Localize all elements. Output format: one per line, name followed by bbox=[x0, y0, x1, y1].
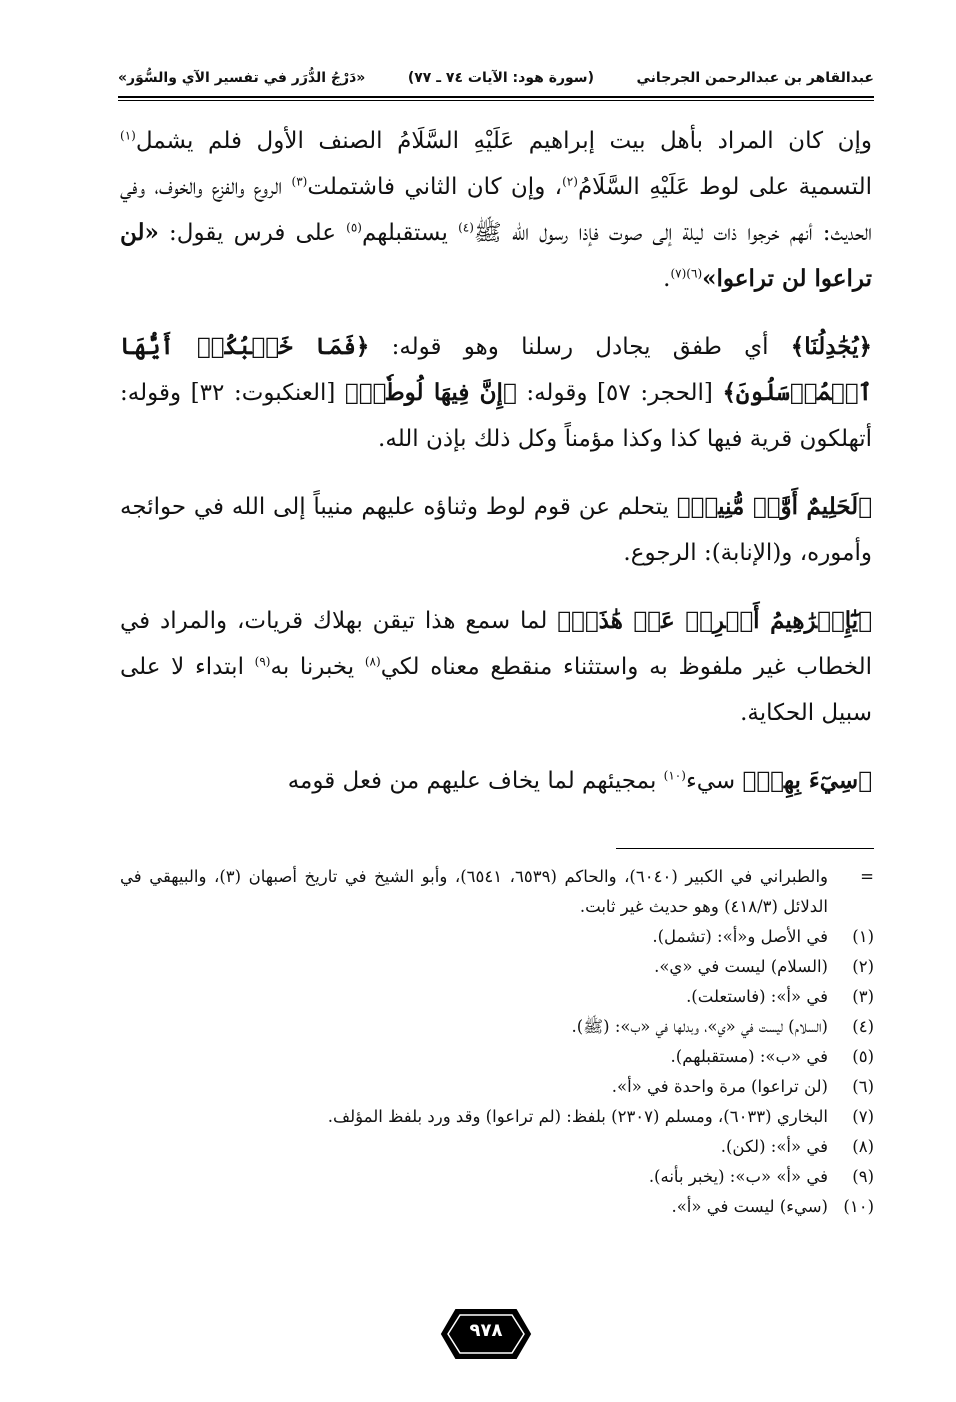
footnote-item bbox=[120, 1192, 874, 1222]
quran-quote: ﴿سِيٓءَ بِهِمۡ﴾ bbox=[742, 767, 872, 794]
header-surah-info: (سورة هود: الآيات ٧٤ ـ ٧٧) bbox=[407, 70, 594, 86]
footnote-ref: (٢) bbox=[562, 174, 578, 189]
footnote-ref: (١٠) bbox=[663, 768, 686, 783]
footnote-text: في «أ» «ب»: (يخبر بأنه). bbox=[648, 1167, 828, 1186]
footnote-item bbox=[120, 1132, 874, 1162]
header-divider bbox=[118, 96, 874, 98]
footnotes bbox=[120, 862, 874, 1222]
text-run: لما سمع هذا تيقن بهلاك قريات، والمراد في الخطاب غير ملفوظ به واستثناء منقطع معناه لكي bbox=[120, 608, 872, 680]
footnote-item bbox=[120, 1072, 874, 1102]
footnote-number: (٧) bbox=[852, 1107, 874, 1126]
text-run: بمجيئهم لما يخاف عليهم من فعل قومه bbox=[287, 768, 664, 794]
footnote-number: (٢) bbox=[852, 957, 874, 976]
footnote-number: (١٠) bbox=[843, 1197, 874, 1216]
header-author: عبدالقاهر بن عبدالرحمن الجرجاني bbox=[636, 70, 874, 86]
text-run: [الحجر: ٥٧] وقوله: bbox=[516, 380, 723, 406]
footnote-number: (٤) bbox=[852, 1017, 874, 1036]
quran-quote: ﴿يُجَٰدِلُنَا﴾ bbox=[790, 333, 872, 360]
footnote-ref: (٣) bbox=[291, 174, 308, 189]
text-run: يتحلم عن قوم لوط وثناؤه عليهم منيباً إلى الله في حوائجه وأموره، و(الإنابة): الرجوع. bbox=[120, 494, 872, 566]
footnote-text: في الأصل و«أ»: (تشمل). bbox=[652, 927, 828, 946]
text-run: يخبرنا به bbox=[270, 654, 365, 680]
footnote-item bbox=[120, 982, 874, 1012]
footnote-text: في «أ»: (لكن). bbox=[720, 1137, 828, 1156]
footnote-item bbox=[120, 1162, 874, 1192]
footnote-number: (٦) bbox=[852, 1077, 874, 1096]
footnote-number: (٣) bbox=[852, 987, 874, 1006]
footnote-text: (السلام) ليست في «ي». bbox=[654, 957, 828, 976]
footnote-number: (٩) bbox=[852, 1167, 874, 1186]
footnote-text: البخاري (٦٠٣٣)، ومسلم (٢٣٠٧) بلفظ: (لم تراعوا) وقد ورد بلفظ المؤلف. bbox=[327, 1107, 828, 1126]
text-run: الروع والفزع والخوف، وفي الحديث: أنهم خرجوا ذات ليلة إلى صوت فإذا رسول الله ﷺ bbox=[120, 174, 872, 246]
text-run: ، وإن كان الثاني فاشتملت bbox=[307, 174, 563, 200]
footnote-ref: (٨) bbox=[364, 654, 381, 669]
paragraph bbox=[120, 118, 872, 302]
footnote-item bbox=[120, 1102, 874, 1132]
page-number-badge bbox=[438, 1306, 534, 1362]
footnote-text: في «أ»: (فاستعلت). bbox=[686, 987, 828, 1006]
footnote-item bbox=[120, 952, 874, 982]
footnote-text: والطبراني في الكبير (٦٠٤٠)، والحاكم (٦٥٣٩، ٦٥٤١)، وأبو الشيخ في تاريخ أصبهان (٣)، والبيهقي في الدلائل (٤١٨/٣) وهو حديث غير ثابت. bbox=[120, 867, 829, 916]
footnote-item bbox=[120, 862, 874, 922]
footnote-item bbox=[120, 1012, 874, 1042]
text-run: [العنكبوت: ٣٢] وقوله: أتهلكون قرية فيها كذا وكذا مؤمناً وكل ذلك بإذن الله. bbox=[120, 380, 872, 452]
running-header bbox=[118, 62, 874, 94]
footnote-text: (سيء) ليست في «أ». bbox=[671, 1197, 828, 1216]
text-run: على فرس يقول: bbox=[158, 220, 347, 246]
hadith-quote: «لن تراعوا لن تراعوا» bbox=[120, 219, 872, 292]
quran-quote: ﴿فَمَا خَطۡبُكُمۡ أَيُّهَا ٱلۡمُرۡسَلُونَ﴾ bbox=[120, 333, 872, 406]
text-run: وإن كان المراد بأهل بيت إبراهيم عَلَيْهِ السَّلَامُ الصنف الأول فلم يشمل bbox=[135, 128, 872, 154]
footnote-ref: (٦)(٧) bbox=[670, 266, 703, 281]
paragraph bbox=[120, 758, 872, 804]
text-run: التسمية على لوط عَلَيْهِ السَّلَامُ bbox=[577, 174, 873, 200]
footnote-number: (٥) bbox=[852, 1047, 874, 1066]
header-divider-thin bbox=[118, 100, 874, 101]
footnote-text: (السلام) ليست في «ي»، وبدلها في «ب»: (ﷺ). bbox=[571, 1017, 828, 1036]
paragraph bbox=[120, 598, 872, 736]
text-run: يستقبلهم bbox=[361, 220, 459, 246]
footnote-number: = bbox=[860, 867, 874, 886]
footnote-number: (١) bbox=[852, 927, 874, 946]
header-book-title: «دَرْجُ الدُّرَر في تفسير الآي والسُّوَر» bbox=[118, 70, 366, 86]
paragraph bbox=[120, 324, 872, 462]
text-run: أي طفق يجادل رسلنا وهو قوله: bbox=[369, 334, 791, 360]
footnote-text: في «ب»: (مستقبلهم). bbox=[670, 1047, 828, 1066]
page-number: ٩٧٨ bbox=[469, 1320, 503, 1341]
text-run: سيء bbox=[685, 768, 743, 794]
main-text bbox=[120, 118, 872, 826]
quran-quote: ﴿إِنَّ فِيهَا لُوطٗاۚ﴾ bbox=[344, 379, 517, 406]
paragraph bbox=[120, 484, 872, 576]
footnote-item bbox=[120, 1042, 874, 1072]
footnote-ref: (٩) bbox=[254, 654, 271, 669]
footnote-item bbox=[120, 922, 874, 952]
footnote-ref: (٥) bbox=[346, 220, 362, 235]
text-run: . bbox=[663, 266, 671, 292]
quran-quote: ﴿لَحَلِيمٌ أَوَّٰهٞ مُّنِيبٞ﴾ bbox=[676, 493, 872, 520]
quran-quote: ﴿يَٰٓإِبۡرَٰهِيمُ أَعۡرِضۡ عَنۡ هَٰذَآۖ﴾ bbox=[557, 607, 872, 634]
footnote-ref: (٤) bbox=[458, 220, 474, 235]
footnote-ref: (١) bbox=[120, 128, 136, 143]
text-run: ابتداء لا على سبيل الحكاية. bbox=[120, 654, 872, 726]
footnote-separator bbox=[616, 848, 874, 849]
footnote-text: (لن تراعوا) مرة واحدة في «أ». bbox=[611, 1077, 828, 1096]
footnote-number: (٨) bbox=[852, 1137, 874, 1156]
